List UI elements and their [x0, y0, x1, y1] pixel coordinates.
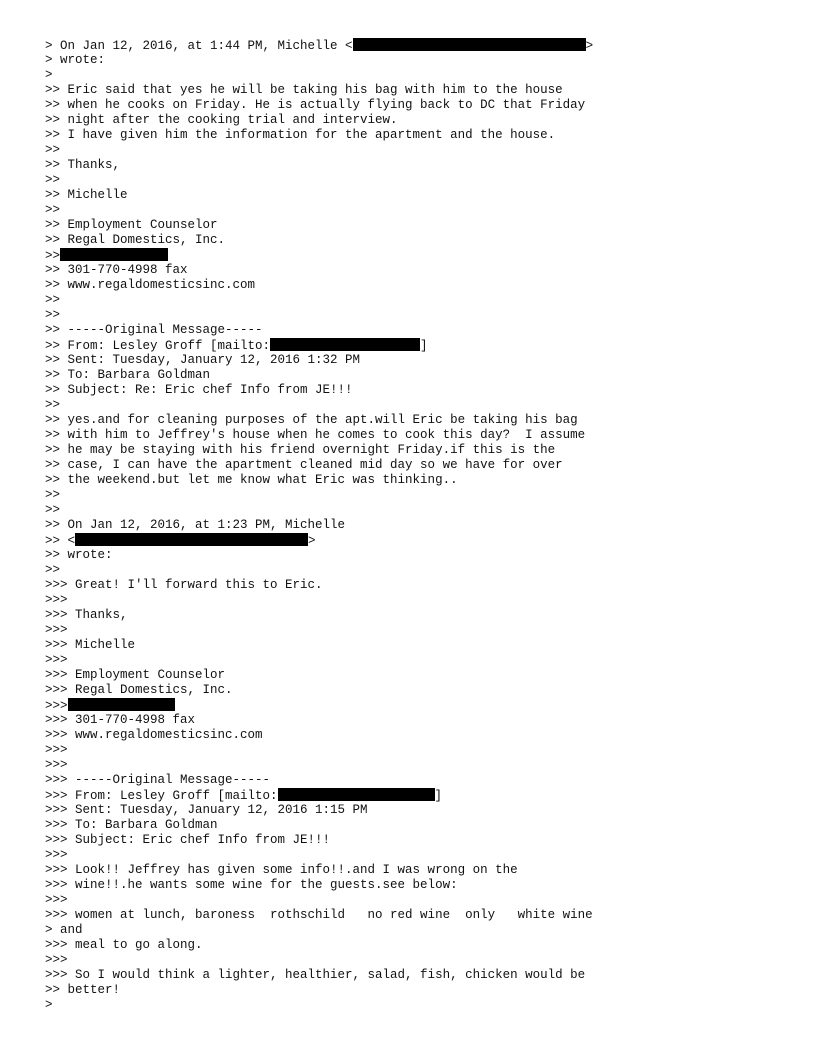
email-line — [45, 713, 785, 728]
email-line — [45, 983, 785, 998]
email-line — [45, 503, 785, 518]
line-text: >> — [45, 503, 61, 517]
email-line — [45, 548, 785, 563]
email-line — [45, 908, 785, 923]
email-line — [45, 833, 785, 848]
line-text: >>> — [45, 953, 68, 967]
line-text-tail: ] — [434, 789, 443, 803]
email-line — [45, 638, 785, 653]
line-text: > and — [45, 923, 83, 937]
line-text: >> — [45, 143, 61, 157]
redacted-email-address — [75, 533, 308, 546]
line-text: >> — [45, 249, 61, 263]
email-line — [45, 968, 785, 983]
line-text: >>> — [45, 593, 68, 607]
line-text: >> Thanks, — [45, 158, 121, 172]
line-text: >>> Great! I'll forward this to Eric. — [45, 578, 323, 592]
email-line — [45, 623, 785, 638]
email-line — [45, 308, 785, 323]
email-line — [45, 653, 785, 668]
email-line — [45, 803, 785, 818]
email-line — [45, 863, 785, 878]
email-line — [45, 128, 785, 143]
line-text: >>> To: Barbara Goldman — [45, 818, 218, 832]
line-text: > wrote: — [45, 53, 106, 67]
redacted-email-address — [278, 788, 435, 801]
line-text: >>> — [45, 653, 68, 667]
line-text: >> — [45, 488, 61, 502]
line-text: >> Eric said that yes he will be taking his bag with him to the house — [45, 83, 563, 97]
email-line — [45, 38, 785, 53]
line-text: >> — [45, 563, 61, 577]
line-text: >>> wine!!.he wants some wine for the guests.see below: — [45, 878, 458, 892]
line-text: >> better! — [45, 983, 121, 997]
email-line — [45, 443, 785, 458]
email-line — [45, 458, 785, 473]
email-line — [45, 938, 785, 953]
line-text: > — [45, 998, 53, 1012]
email-line — [45, 788, 785, 803]
line-text: >>> www.regaldomesticsinc.com — [45, 728, 263, 742]
line-text: >> wrote: — [45, 548, 113, 562]
line-text: >> night after the cooking trial and interview. — [45, 113, 398, 127]
line-text: >> Subject: Re: Eric chef Info from JE!!! — [45, 383, 353, 397]
line-text: >> 301-770-4998 fax — [45, 263, 188, 277]
email-line — [45, 338, 785, 353]
email-line — [45, 413, 785, 428]
email-line — [45, 383, 785, 398]
email-line — [45, 848, 785, 863]
line-text-tail: > — [308, 534, 316, 548]
line-text: >> when he cooks on Friday. He is actually flying back to DC that Friday — [45, 98, 586, 112]
email-line — [45, 878, 785, 893]
line-text: >>> — [45, 699, 68, 713]
line-text-tail: ] — [420, 339, 428, 353]
line-text: >>> So I would think a lighter, healthier, salad, fish, chicken would be — [45, 968, 586, 982]
email-line — [45, 98, 785, 113]
email-line — [45, 533, 785, 548]
email-line — [45, 998, 785, 1013]
redacted-phone-number — [68, 698, 175, 711]
line-text: >> < — [45, 534, 76, 548]
email-line — [45, 188, 785, 203]
line-text: >>> meal to go along. — [45, 938, 203, 952]
email-line — [45, 923, 785, 938]
line-text: >> — [45, 308, 61, 322]
line-text: >>> -----Original Message----- — [45, 773, 271, 787]
email-line — [45, 83, 785, 98]
email-line — [45, 113, 785, 128]
email-line — [45, 428, 785, 443]
line-text: >> From: Lesley Groff [mailto: — [45, 339, 271, 353]
redacted-phone-number — [60, 248, 168, 261]
line-text: >> — [45, 173, 61, 187]
email-line — [45, 368, 785, 383]
line-text: >> case, I can have the apartment cleaned mid day so we have for over — [45, 458, 563, 472]
email-line — [45, 773, 785, 788]
line-text: >>> Employment Counselor — [45, 668, 226, 682]
line-text: >> — [45, 203, 61, 217]
line-text: >>> Regal Domestics, Inc. — [45, 683, 233, 697]
email-line — [45, 953, 785, 968]
email-line — [45, 758, 785, 773]
email-line — [45, 203, 785, 218]
email-line — [45, 53, 785, 68]
email-line — [45, 473, 785, 488]
line-text: >>> — [45, 743, 68, 757]
line-text: >>> Look!! Jeffrey has given some info!!.and I was wrong on the — [45, 863, 518, 877]
email-line — [45, 278, 785, 293]
line-text: >>> — [45, 848, 68, 862]
email-line — [45, 683, 785, 698]
email-line — [45, 743, 785, 758]
email-line — [45, 248, 785, 263]
email-line — [45, 263, 785, 278]
line-text: >> the weekend.but let me know what Eric was thinking.. — [45, 473, 458, 487]
email-line — [45, 578, 785, 593]
line-text: >>> women at lunch, baroness rothschild no red wine only white wine — [45, 908, 593, 922]
email-line — [45, 668, 785, 683]
line-text: >> — [45, 293, 61, 307]
email-document — [45, 38, 785, 1013]
email-line — [45, 233, 785, 248]
line-text: >> -----Original Message----- — [45, 323, 263, 337]
line-text: >>> — [45, 758, 68, 772]
line-text: >>> 301-770-4998 fax — [45, 713, 196, 727]
email-line — [45, 608, 785, 623]
email-line — [45, 158, 785, 173]
email-line — [45, 173, 785, 188]
line-text: >>> From: Lesley Groff [mailto: — [45, 789, 278, 803]
line-text: >>> Michelle — [45, 638, 136, 652]
email-line — [45, 323, 785, 338]
line-text: >> yes.and for cleaning purposes of the apt.will Eric be taking his bag — [45, 413, 578, 427]
line-text: >> — [45, 398, 61, 412]
line-text: >> with him to Jeffrey's house when he comes to cook this day? I assume — [45, 428, 586, 442]
line-text: >>> — [45, 623, 68, 637]
email-line — [45, 68, 785, 83]
redacted-email-address — [353, 38, 586, 51]
email-line — [45, 818, 785, 833]
line-text: >>> — [45, 893, 68, 907]
email-line — [45, 698, 785, 713]
email-line — [45, 218, 785, 233]
line-text: >>> Subject: Eric chef Info from JE!!! — [45, 833, 331, 847]
line-text-tail: > — [585, 39, 594, 53]
email-line — [45, 518, 785, 533]
email-line — [45, 563, 785, 578]
email-line — [45, 488, 785, 503]
email-line — [45, 293, 785, 308]
line-text: > — [45, 68, 53, 82]
email-line — [45, 353, 785, 368]
line-text: >> Regal Domestics, Inc. — [45, 233, 226, 247]
line-text: >> On Jan 12, 2016, at 1:23 PM, Michelle — [45, 518, 346, 532]
line-text: >> Michelle — [45, 188, 128, 202]
line-text: > On Jan 12, 2016, at 1:44 PM, Michelle < — [45, 39, 353, 53]
line-text: >>> Thanks, — [45, 608, 128, 622]
line-text: >> I have given him the information for the apartment and the house. — [45, 128, 556, 142]
email-line — [45, 893, 785, 908]
line-text: >> To: Barbara Goldman — [45, 368, 211, 382]
line-text: >> Employment Counselor — [45, 218, 218, 232]
line-text: >> Sent: Tuesday, January 12, 2016 1:32 PM — [45, 353, 361, 367]
email-line — [45, 398, 785, 413]
line-text: >> he may be staying with his friend overnight Friday.if this is the — [45, 443, 556, 457]
redacted-email-address — [270, 338, 420, 351]
line-text: >>> Sent: Tuesday, January 12, 2016 1:15 PM — [45, 803, 368, 817]
email-line — [45, 593, 785, 608]
email-line — [45, 143, 785, 158]
email-line — [45, 728, 785, 743]
line-text: >> www.regaldomesticsinc.com — [45, 278, 256, 292]
